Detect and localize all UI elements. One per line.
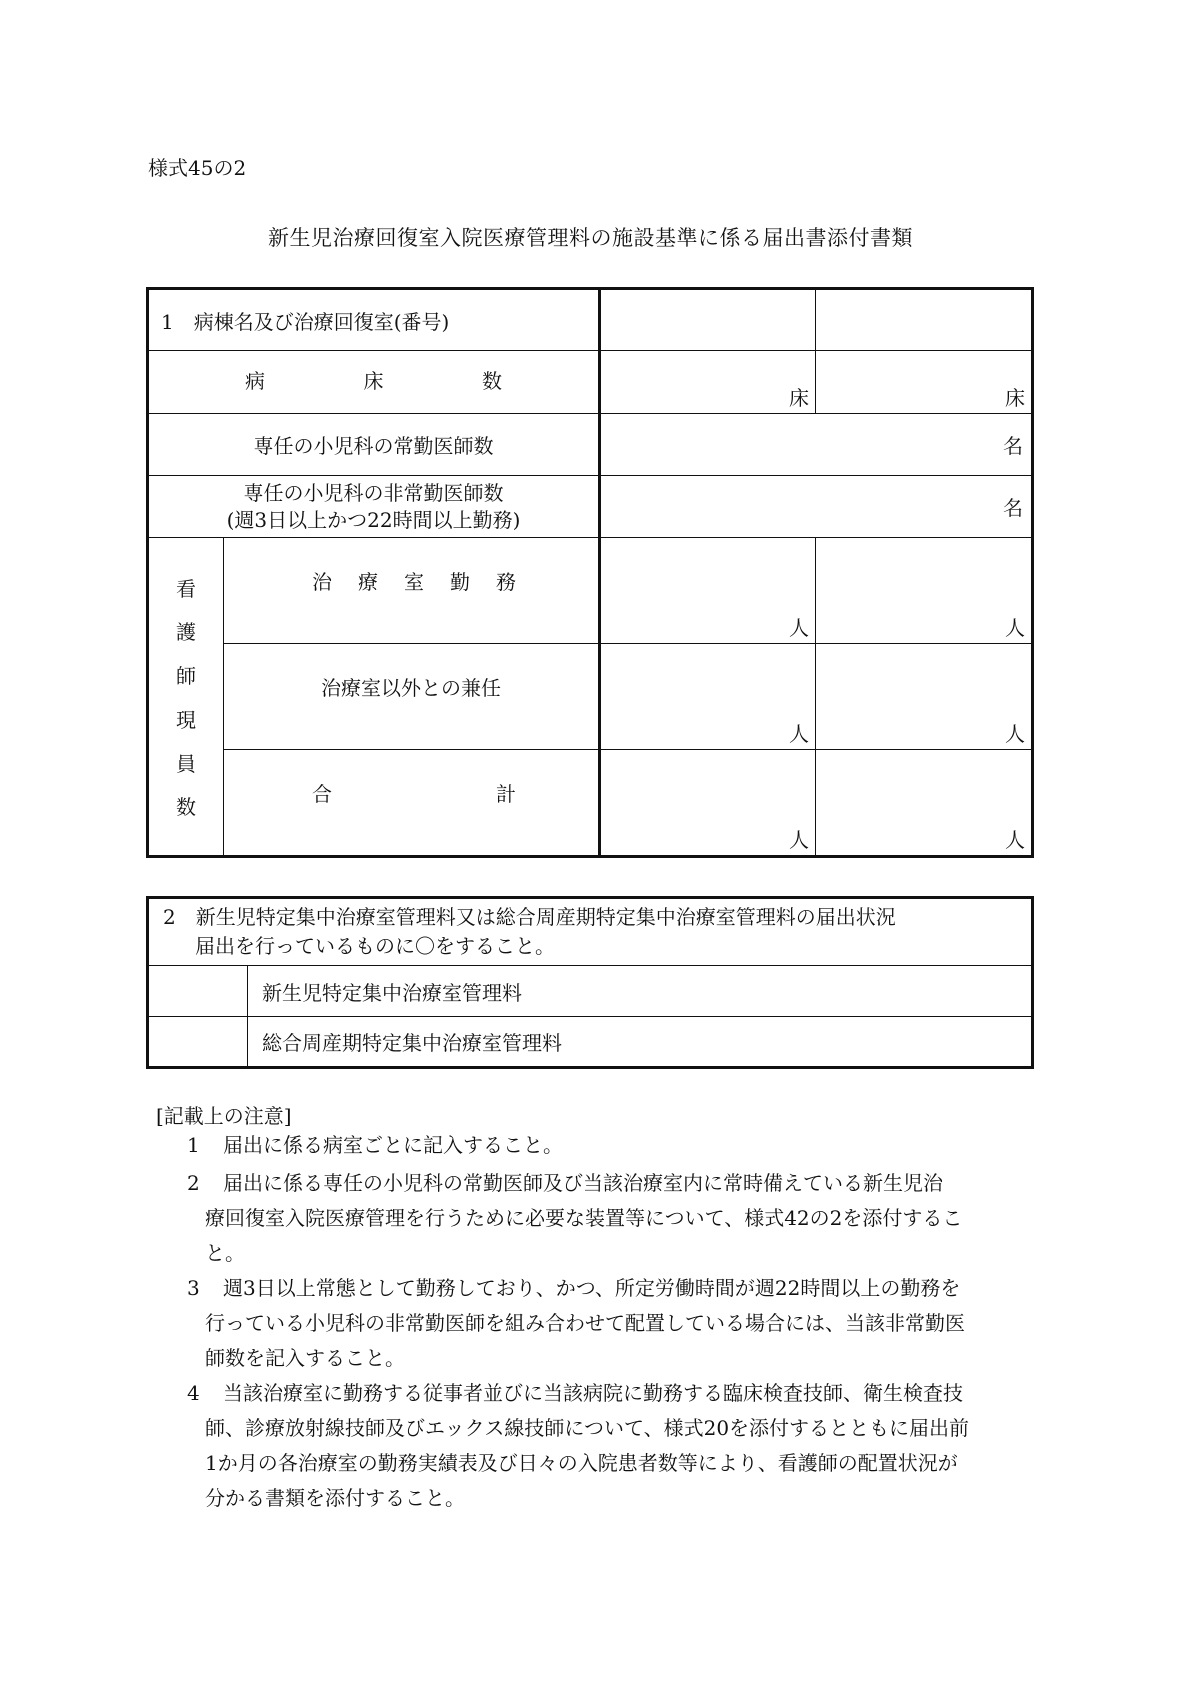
parttime-doctor-input[interactable]: [600, 476, 1033, 538]
note-item-4: 4 当該治療室に勤務する従事者並びに当該病院に勤務する臨床検査技師、衛生検査技 師、診療放射線技師及びエックス線技師について、様式20を添付するとともに届出前 1か月の各治療室の勤務実績表及び日々の入院患者数等により、看護師の配置状況が 分かる書類を添付すること。: [187, 1381, 970, 1510]
beds-label: 病 床 数: [148, 351, 600, 414]
filing-status-table: [146, 896, 1034, 1069]
person-unit: 人: [1005, 722, 1025, 746]
filing-option-label-2: 総合周産期特定集中治療室管理料: [248, 1017, 1033, 1068]
bed-unit: 床: [789, 386, 809, 410]
filing-status-header-row: [148, 898, 1033, 966]
nurse-row-total: [148, 750, 1033, 857]
nurse-total-label: 合 計: [224, 750, 600, 857]
beds-row: [148, 351, 1033, 414]
form-number: 様式45の2: [148, 156, 247, 180]
ward-input-1[interactable]: [600, 289, 816, 351]
notes-title: [記載上の注意]: [156, 1104, 292, 1128]
note-item-3: 3 週3日以上常態として勤務しており、かつ、所定労働時間が週22時間以上の勤務を 行っている小児科の非常勤医師を組み合わせて配置している場合には、当該非常勤医 師数を記入すること。: [187, 1276, 965, 1370]
person-unit: 人: [1005, 828, 1025, 852]
document-title: 新生児治療回復室入院医療管理料の施設基準に係る届出書添付書類: [268, 226, 913, 250]
nurse-count-label: 看 護 師 現 員 数: [148, 538, 224, 857]
nurse-total-input-2[interactable]: [816, 750, 1033, 857]
parttime-doctor-row: [148, 476, 1033, 538]
beds-input-1[interactable]: [600, 351, 816, 414]
person-unit: 人: [789, 828, 809, 852]
person-unit: 人: [1005, 616, 1025, 640]
ward-label: 1 病棟名及び治療回復室(番号): [148, 289, 600, 351]
ward-input-2[interactable]: [816, 289, 1033, 351]
doctor-unit: 名: [1003, 496, 1023, 520]
note-item-2: 2 届出に係る専任の小児科の常勤医師及び当該治療室内に常時備えている新生児治 療回復室入院医療管理を行うために必要な装置等について、様式42の2を添付するこ と。: [187, 1171, 963, 1265]
nurse-row-concurrent: [148, 644, 1033, 750]
beds-input-2[interactable]: [816, 351, 1033, 414]
filing-status-header: 2 新生児特定集中治療室管理料又は総合周産期特定集中治療室管理料の届出状況 届出を行っているものに〇をすること。: [148, 898, 1033, 966]
fulltime-doctor-input[interactable]: [600, 414, 1033, 476]
bed-unit: 床: [1005, 386, 1025, 410]
parttime-doctor-label: 専任の小児科の非常勤医師数 (週3日以上かつ22時間以上勤務): [148, 476, 600, 538]
doctor-unit: 名: [1003, 434, 1023, 458]
staffing-table: [146, 287, 1034, 858]
nurse-concurrent-input-1[interactable]: [600, 644, 816, 750]
nurse-concurrent-label: 治療室以外との兼任: [224, 644, 600, 750]
ward-row: [148, 289, 1033, 351]
filing-option-row: [148, 966, 1033, 1017]
person-unit: 人: [789, 722, 809, 746]
filing-option-label-1: 新生児特定集中治療室管理料: [248, 966, 1033, 1017]
nurse-concurrent-input-2[interactable]: [816, 644, 1033, 750]
fulltime-doctor-row: [148, 414, 1033, 476]
note-item-1: 1 届出に係る病室ごとに記入すること。: [187, 1133, 563, 1157]
person-unit: 人: [789, 616, 809, 640]
filing-option-mark-1[interactable]: [148, 966, 248, 1017]
nurse-total-input-1[interactable]: [600, 750, 816, 857]
nurse-ward-input-1[interactable]: [600, 538, 816, 644]
nurse-row-ward: [148, 538, 1033, 644]
fulltime-doctor-label: 専任の小児科の常勤医師数: [148, 414, 600, 476]
nurse-ward-duty-label: 治 療 室 勤 務: [224, 538, 600, 644]
nurse-ward-input-2[interactable]: [816, 538, 1033, 644]
filing-option-row: [148, 1017, 1033, 1068]
filing-option-mark-2[interactable]: [148, 1017, 248, 1068]
